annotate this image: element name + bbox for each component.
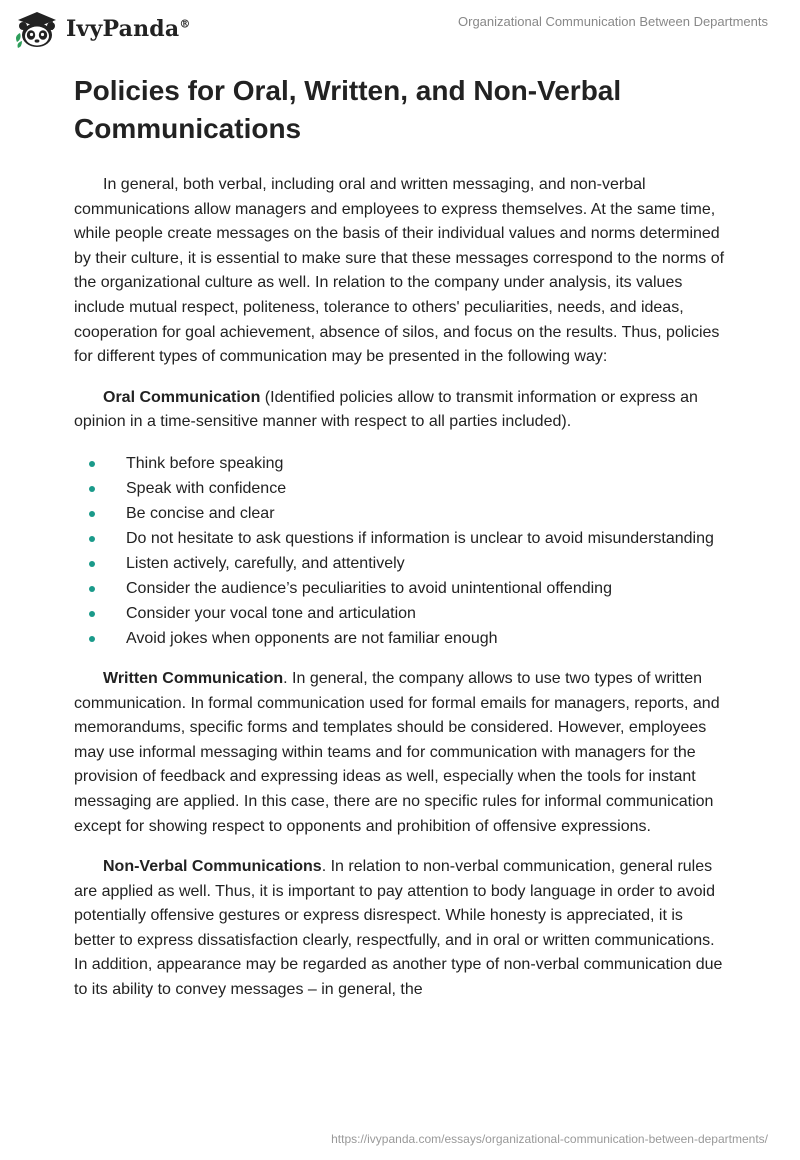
document-title: Organizational Communication Between Departments bbox=[458, 14, 768, 29]
bullet-icon bbox=[89, 536, 95, 542]
list-item bbox=[74, 601, 726, 626]
list-item-text: Listen actively, carefully, and attentively bbox=[126, 554, 405, 572]
intro-paragraph: In general, both verbal, including oral and written messaging, and non-verbal communications allow managers and employees to express themselves. At the same time, while people create messages on the basis of their individual values and norms determined by their culture, it is essential to make sure that these messages correspond to the norms of the organizational culture as well. In relation to the company under analysis, its values include mutual respect, politeness, tolerance to others' peculiarities, needs, and ideas, cooperation for goal achievement, absence of silos, and focus on the results. Thus, policies for different types of communication may be presented in the following way: bbox=[74, 176, 725, 366]
oral-communication-label: Oral Communication bbox=[103, 388, 261, 406]
bullet-icon bbox=[89, 486, 95, 492]
bullet-icon bbox=[89, 636, 95, 642]
page-header bbox=[0, 0, 800, 60]
source-url-link[interactable]: https://ivypanda.com/essays/organizational-communication-between-departments/ bbox=[331, 1132, 768, 1146]
list-item bbox=[74, 576, 726, 601]
nonverbal-communication-label: Non-Verbal Communications bbox=[103, 858, 322, 876]
nonverbal-communication-paragraph bbox=[74, 855, 726, 1003]
panda-logo-icon bbox=[14, 8, 60, 50]
list-item bbox=[74, 451, 726, 476]
written-communication-label: Written Communication bbox=[103, 669, 284, 687]
list-item bbox=[74, 526, 726, 551]
logo-text: IvyPanda® bbox=[66, 16, 191, 42]
list-item-text: Consider the audience’s peculiarities to avoid unintentional offending bbox=[126, 579, 612, 597]
list-item-text: Avoid jokes when opponents are not familiar enough bbox=[126, 629, 498, 647]
bullet-icon bbox=[89, 461, 95, 467]
list-item-text: Think before speaking bbox=[126, 454, 284, 472]
bullet-icon bbox=[89, 561, 95, 567]
bullet-icon bbox=[89, 611, 95, 617]
list-item bbox=[74, 551, 726, 576]
list-item-text: Do not hesitate to ask questions if information is unclear to avoid misunderstanding bbox=[126, 529, 714, 547]
written-communication-text: . In general, the company allows to use two types of written communication. In formal communication used for formal emails for managers, reports, and memorandums, specific forms and templates should be considered. However, employees may use informal messaging within teams and for communication with managers for the provision of feedback and expressing ideas as well, especially when the tools for instant messaging are applied. In this case, there are no specific rules for informal communication except for showing respect to opponents and prohibition of offensive expressions. bbox=[74, 669, 720, 835]
list-item-text: Be concise and clear bbox=[126, 504, 275, 522]
list-item-text: Speak with confidence bbox=[126, 479, 287, 497]
oral-communication-text: (Identified policies allow to transmit information or express an opinion in a time-sensitive manner with respect to all parties included). bbox=[74, 388, 698, 431]
list-item bbox=[74, 501, 726, 526]
bullet-icon bbox=[89, 586, 95, 592]
list-item bbox=[74, 476, 726, 501]
list-item bbox=[74, 626, 726, 651]
oral-communication-paragraph bbox=[74, 386, 726, 435]
registered-mark: ® bbox=[179, 17, 191, 31]
ivypanda-logo[interactable] bbox=[14, 8, 191, 50]
nonverbal-communication-text: . In relation to non-verbal communication, general rules are applied as well. Thus, it is important to pay attention to body language in order to avoid potentially offensive gestures or express disrespect. While honesty is appreciated, it is better to express dissatisfaction clearly, respectfully, and in oral or written communications. In addition, appearance may be regarded as another type of non-verbal communication due to its ability to convey messages – in general, the bbox=[74, 858, 723, 999]
section-heading: Policies for Oral, Written, and Non-Verbal Communications bbox=[74, 75, 622, 144]
list-item-text: Consider your vocal tone and articulation bbox=[126, 604, 416, 622]
written-communication-paragraph bbox=[74, 667, 726, 839]
oral-policies-list bbox=[74, 451, 726, 651]
article-body bbox=[74, 173, 726, 1019]
bullet-icon bbox=[89, 511, 95, 517]
